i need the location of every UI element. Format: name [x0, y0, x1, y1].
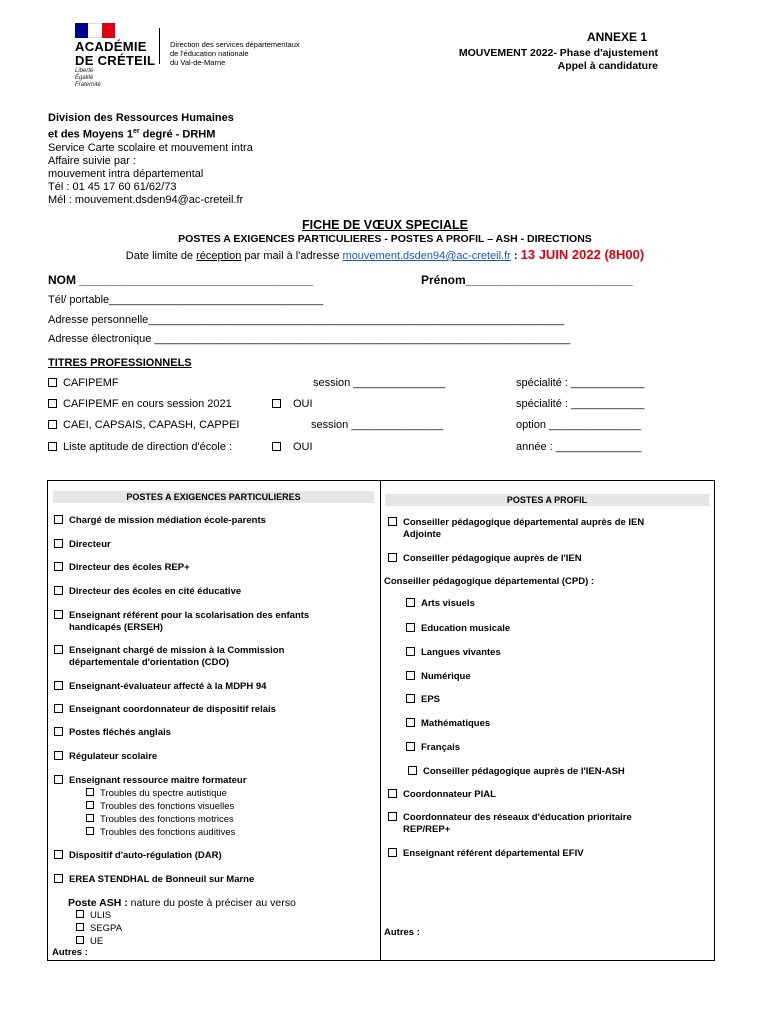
checkbox-icon[interactable]: [406, 718, 415, 727]
cpd-item[interactable]: Mathématiques: [406, 718, 490, 730]
liste-aptitude-oui[interactable]: OUI: [272, 441, 313, 453]
cafipemf-specialite-field[interactable]: spécialité : ____________: [516, 377, 645, 389]
devise: Liberté Égalité Fraternité: [75, 68, 101, 88]
email-field[interactable]: Adresse électronique ____________________________________________________________________: [48, 333, 571, 345]
checkbox-icon[interactable]: [86, 788, 94, 796]
left-autres-field[interactable]: Autres :: [52, 947, 88, 958]
checkbox-icon[interactable]: [54, 610, 63, 619]
checkbox-icon[interactable]: [54, 775, 63, 784]
mouvement-label: MOUVEMENT 2022- Phase d'ajustement Appel à candidature: [458, 47, 658, 72]
left-subitem[interactable]: Troubles des fonctions motrices: [86, 813, 234, 826]
adresse-field[interactable]: Adresse personnelle____________________________________________________________________: [48, 314, 565, 326]
left-item[interactable]: Enseignant chargé de mission à la Commission départementale d'orientation (CDO): [54, 645, 284, 669]
right-autres-field[interactable]: Autres :: [384, 927, 420, 938]
cpd-item[interactable]: Arts visuels: [406, 598, 475, 610]
titre-liste-aptitude[interactable]: Liste aptitude de direction d'école :: [48, 441, 232, 453]
nom-field[interactable]: NOM ___________________________________: [48, 273, 313, 287]
republique-flag-logo: [75, 23, 115, 38]
checkbox-icon[interactable]: [54, 562, 63, 571]
left-item[interactable]: EREA STENDHAL de Bonneuil sur Marne: [54, 874, 254, 886]
checkbox-icon[interactable]: [76, 936, 84, 944]
left-item[interactable]: Directeur: [54, 539, 111, 551]
checkbox-icon[interactable]: [54, 539, 63, 548]
poste-ash-label: Poste ASH : nature du poste à préciser au verso: [68, 897, 296, 909]
left-column-header: POSTES A EXIGENCES PARTICULIERES: [53, 491, 374, 503]
checkbox-icon[interactable]: [406, 671, 415, 680]
checkbox-icon[interactable]: [406, 647, 415, 656]
checkbox-icon[interactable]: [48, 399, 57, 408]
caei-session-field[interactable]: session _______________: [311, 419, 444, 431]
email-link[interactable]: mouvement.dsden94@ac-creteil.fr: [342, 250, 511, 262]
left-item[interactable]: Régulateur scolaire: [54, 751, 157, 763]
cpd-item[interactable]: Langues vivantes: [406, 647, 501, 659]
checkbox-icon[interactable]: [54, 515, 63, 524]
checkbox-icon[interactable]: [54, 727, 63, 736]
right-item[interactable]: Coordonnateur PIAL: [388, 789, 496, 801]
right-item[interactable]: Conseiller pédagogique départemental auprès de IEN Adjointe: [388, 517, 644, 541]
checkbox-icon[interactable]: [54, 586, 63, 595]
checkbox-icon[interactable]: [48, 442, 57, 451]
checkbox-icon[interactable]: [406, 623, 415, 632]
checkbox-icon[interactable]: [54, 751, 63, 760]
prenom-field[interactable]: Prénom_________________________: [421, 273, 633, 287]
titre-cafipemf-en-cours[interactable]: CAFIPEMF en cours session 2021: [48, 398, 232, 410]
cafipemf-en-cours-oui[interactable]: OUI: [272, 398, 313, 410]
checkbox-icon[interactable]: [48, 378, 57, 387]
cpd-item[interactable]: Français: [406, 742, 460, 754]
checkbox-icon[interactable]: [388, 789, 397, 798]
cpd-label: Conseiller pédagogique départemental (CPD) :: [384, 576, 595, 587]
checkbox-icon[interactable]: [388, 848, 397, 857]
liste-aptitude-annee-field[interactable]: année : ______________: [516, 441, 642, 453]
cpd-item[interactable]: Education musicale: [406, 623, 510, 635]
right-item[interactable]: Conseiller pédagogique auprès de l'IEN: [388, 553, 582, 565]
checkbox-icon[interactable]: [408, 766, 417, 775]
left-subitem[interactable]: Troubles du spectre autistique: [86, 787, 227, 800]
left-item[interactable]: Enseignant référent pour la scolarisation des enfants handicapés (ERSEH): [54, 610, 309, 634]
form-subtitle: POSTES A EXIGENCES PARTICULIERES - POSTES A PROFIL – ASH - DIRECTIONS: [178, 233, 592, 245]
checkbox-icon[interactable]: [54, 850, 63, 859]
left-item[interactable]: Enseignant ressource maitre formateur: [54, 775, 246, 787]
titres-heading: TITRES PROFESSIONNELS: [48, 357, 192, 369]
cpd-item[interactable]: EPS: [406, 694, 440, 706]
left-item[interactable]: Enseignant coordonnateur de dispositif relais: [54, 704, 276, 716]
ash-subitem[interactable]: ULIS: [76, 909, 111, 922]
left-subitem[interactable]: Troubles des fonctions auditives: [86, 826, 235, 839]
table-column-divider: [380, 481, 381, 960]
checkbox-icon[interactable]: [86, 801, 94, 809]
titre-cafipemf[interactable]: CAFIPEMF: [48, 377, 119, 389]
ash-subitem[interactable]: SEGPA: [76, 922, 122, 935]
left-item[interactable]: Directeur des écoles en cité éducative: [54, 586, 241, 598]
checkbox-icon[interactable]: [406, 598, 415, 607]
dsden-label: Direction des services départementaux de l'éducation nationale du Val-de-Marne: [170, 40, 300, 67]
checkbox-icon[interactable]: [54, 645, 63, 654]
right-item[interactable]: Conseiller pédagogique auprès de l'IEN-ASH: [408, 766, 625, 778]
logo-divider: [159, 28, 160, 64]
academie-logo-text: ACADÉMIE DE CRÉTEIL: [75, 39, 156, 68]
cpd-item[interactable]: Numérique: [406, 671, 471, 683]
form-title: FICHE DE VŒUX SPECIALE: [302, 218, 468, 232]
left-item[interactable]: Chargé de mission médiation école-parents: [54, 515, 266, 527]
postes-table: [47, 480, 715, 961]
right-item[interactable]: Enseignant référent départemental EFIV: [388, 848, 584, 860]
checkbox-icon[interactable]: [48, 420, 57, 429]
checkbox-icon[interactable]: [406, 694, 415, 703]
ash-subitem[interactable]: UE: [76, 935, 103, 948]
left-subitem[interactable]: Troubles des fonctions visuelles: [86, 800, 234, 813]
annexe-label: ANNEXE 1: [586, 30, 647, 44]
checkbox-icon[interactable]: [54, 681, 63, 690]
checkbox-icon[interactable]: [272, 442, 281, 451]
checkbox-icon[interactable]: [272, 399, 281, 408]
right-column-header: POSTES A PROFIL: [385, 494, 709, 506]
checkbox-icon[interactable]: [76, 923, 84, 931]
checkbox-icon[interactable]: [388, 517, 397, 526]
left-item[interactable]: Directeur des écoles REP+: [54, 562, 190, 574]
caei-option-field[interactable]: option _______________: [516, 419, 641, 431]
checkbox-icon[interactable]: [54, 874, 63, 883]
cafipemf-session-field[interactable]: session _______________: [313, 377, 446, 389]
checkbox-icon[interactable]: [86, 814, 94, 822]
checkbox-icon[interactable]: [54, 704, 63, 713]
cafipemf-en-cours-specialite-field[interactable]: spécialité : ____________: [516, 398, 645, 410]
checkbox-icon[interactable]: [86, 827, 94, 835]
checkbox-icon[interactable]: [388, 812, 397, 821]
left-item[interactable]: Enseignant-évaluateur affecté à la MDPH 94: [54, 681, 266, 693]
checkbox-icon[interactable]: [388, 553, 397, 562]
tel-field[interactable]: Tél/ portable___________________________________: [48, 294, 324, 306]
right-item[interactable]: Coordonnateur des réseaux d'éducation prioritaire REP/REP+: [388, 812, 632, 836]
checkbox-icon[interactable]: [406, 742, 415, 751]
titre-caei[interactable]: CAEI, CAPSAIS, CAPASH, CAPPEI: [48, 419, 239, 431]
checkbox-icon[interactable]: [76, 910, 84, 918]
deadline-date: 13 JUIN 2022 (8H00): [520, 247, 645, 262]
deadline-line: Date limite de réception par mail à l'adresse mouvement.dsden94@ac-creteil.fr : 13 JUIN 2022 (8H00): [125, 247, 645, 262]
left-item[interactable]: Dispositif d'auto-régulation (DAR): [54, 850, 222, 862]
left-item[interactable]: Postes fléchés anglais: [54, 727, 171, 739]
contact-block: Division des Ressources Humaines et des Moyens 1er degré - DRHM Service Carte scolaire et mouvement intra Affaire suivie par : mouvement intra départemental Tél : 01 45 17 60 61/62/73 Mél : mouvement.dsden94@ac-creteil.fr: [48, 112, 253, 206]
